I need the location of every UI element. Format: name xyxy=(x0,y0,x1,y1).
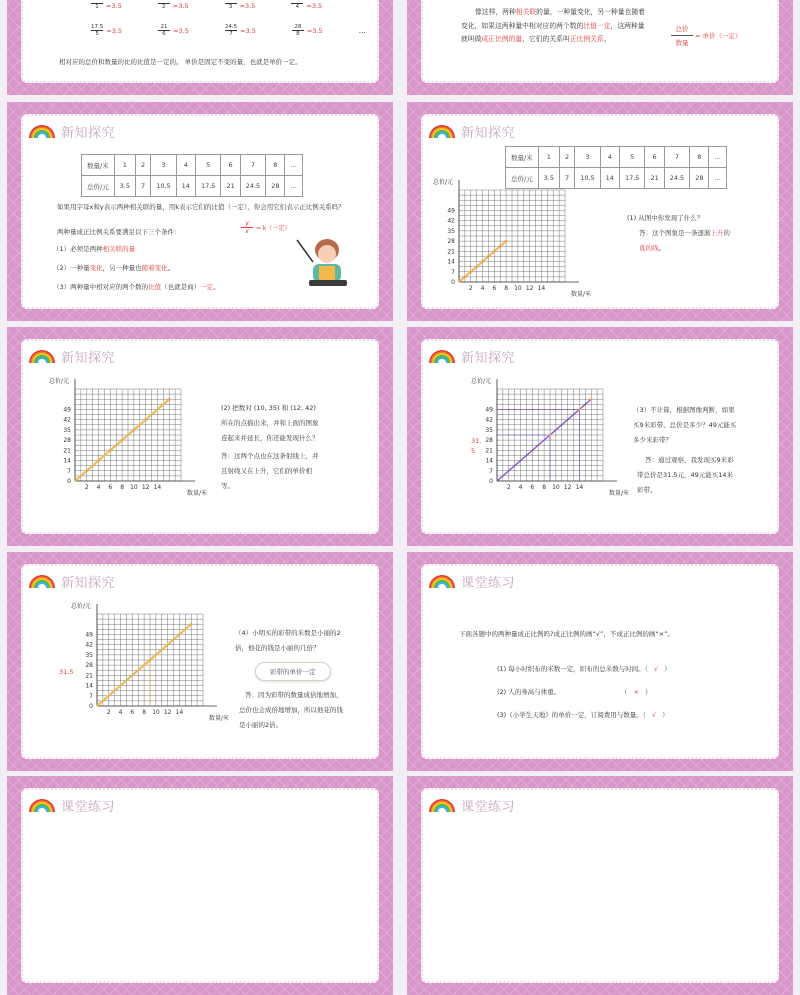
answer-mark: √ xyxy=(654,665,659,673)
fraction: 21 6 =3.5 xyxy=(158,24,189,37)
slide-header xyxy=(429,796,515,815)
rainbow-icon xyxy=(29,799,55,812)
slide-thumbnail-3[interactable] xyxy=(7,102,393,321)
svg-text:8: 8 xyxy=(120,484,125,491)
text-segment: 的量，一种量变化，另一种量也随着变化，如果这两种量中相对应的两个数的 xyxy=(461,8,645,30)
slide-header xyxy=(29,347,115,366)
answer-mark: √ xyxy=(651,711,657,719)
svg-text:7: 7 xyxy=(89,692,93,700)
table-cell: 数量/米 xyxy=(82,155,115,176)
table-cell: … xyxy=(709,168,727,189)
formula-rhs: = 单价（一定） xyxy=(695,32,742,40)
slide-thumbnail-7[interactable] xyxy=(7,552,393,771)
slide-thumbnail-2[interactable] xyxy=(407,0,793,95)
table-cell: 24.5 xyxy=(664,168,689,189)
fraction: 1 =3.5 xyxy=(91,2,122,10)
svg-text:总价/元: 总价/元 xyxy=(71,603,92,610)
table-cell: 10.5 xyxy=(151,176,176,197)
svg-text:6: 6 xyxy=(492,285,497,292)
exercise-item: (3)《小学生天地》的单价一定，订阅费用与数量。（ √ ） xyxy=(497,711,669,719)
text-segment: （1）必须是两种 xyxy=(53,245,103,253)
hint-pill[interactable]: 彩带的单价一定 xyxy=(255,662,331,681)
svg-text:数量/米: 数量/米 xyxy=(571,291,592,298)
slide-card xyxy=(421,788,779,983)
table-cell: 1 xyxy=(114,155,135,176)
table-cell: 7 xyxy=(136,176,151,197)
slide-header xyxy=(429,347,515,366)
table-cell: 14 xyxy=(600,168,619,189)
line-chart xyxy=(45,378,225,515)
question-text: (2) 把数对 (10, 35) 和 (12, 42) 所在的点描出来，并和上面的图象连起来并延长，你还能发现什么？ xyxy=(221,404,319,442)
table-cell: … xyxy=(285,176,303,197)
slide-title: 新知探究 xyxy=(461,351,516,366)
svg-text:49: 49 xyxy=(485,406,493,414)
condition-item xyxy=(53,259,273,278)
table-cell: 2 xyxy=(560,147,575,168)
table-cell: 3 xyxy=(151,155,176,176)
svg-text:数量/米: 数量/米 xyxy=(209,715,230,722)
answer-text xyxy=(639,226,735,256)
exercise-instructions: 下面各题中的两种量成正比例吗?成正比例的画“√”，不成正比例的画“×”。 xyxy=(459,630,675,638)
fraction: 3 =3.5 xyxy=(225,2,256,10)
table-cell: 24.5 xyxy=(240,176,265,197)
text-segment: 。 xyxy=(603,35,611,43)
svg-text:28: 28 xyxy=(85,662,93,670)
table-cell: 7 xyxy=(664,147,689,168)
table-row xyxy=(82,176,303,197)
table-cell: 3 xyxy=(575,147,600,168)
fraction-row xyxy=(91,2,351,10)
question-text: （4）小明买的彩带的米数是小丽的2倍，他花的钱是小丽的几倍？ xyxy=(235,629,341,652)
svg-text:14: 14 xyxy=(447,258,455,266)
table-cell: 数量/米 xyxy=(506,147,539,168)
svg-text:14: 14 xyxy=(537,285,546,292)
condition-item xyxy=(53,240,273,259)
table-cell: 6 xyxy=(645,147,664,168)
svg-text:总价/元: 总价/元 xyxy=(49,378,70,385)
text-segment: （2）一种量 xyxy=(53,264,90,272)
slide-card xyxy=(21,788,379,983)
svg-text:7: 7 xyxy=(67,467,71,475)
condition-item xyxy=(53,278,273,297)
svg-text:21: 21 xyxy=(485,447,493,455)
text-segment: 。 xyxy=(658,244,665,252)
text-segment: （3）两种量中相对应的两个数的 xyxy=(53,283,149,291)
text-segment: （也就是商） xyxy=(161,283,201,291)
rainbow-icon xyxy=(429,125,455,138)
rainbow-icon xyxy=(29,350,55,363)
svg-text:0: 0 xyxy=(67,478,71,485)
table-cell: 6 xyxy=(221,155,240,176)
rainbow-icon xyxy=(429,575,455,588)
answer-text: 答：这两个点也在这条射线上，并且射线又在上升，它们的单价相等。 xyxy=(221,452,319,490)
table-cell: … xyxy=(285,155,303,176)
svg-text:12: 12 xyxy=(563,484,572,491)
table-row xyxy=(82,155,303,176)
conclusion-text: 相对应的总价和数量的比的比值是一定的。 单价是固定不变的量，也就是单价一定。 xyxy=(59,58,302,66)
svg-text:7: 7 xyxy=(451,268,455,276)
highlight-text: 相关联的量 xyxy=(102,245,136,253)
slide-header xyxy=(29,122,115,141)
svg-text:2: 2 xyxy=(84,484,89,491)
svg-text:10: 10 xyxy=(130,484,138,491)
rainbow-icon xyxy=(29,575,55,588)
fraction-row: 17.5 5 =3.5 21 6 =3.5 24.5 7 =3.5 28 8 =3.5 … xyxy=(91,24,366,37)
text-segment: ，另一种量也 xyxy=(102,264,142,272)
slide-card xyxy=(21,0,379,83)
table-cell: 8 xyxy=(266,155,285,176)
slide-card xyxy=(421,0,779,83)
svg-text:数量/米: 数量/米 xyxy=(609,490,630,497)
fraction: 28 8 =3.5 xyxy=(292,24,323,37)
slide-title: 新知探究 xyxy=(61,351,116,366)
svg-text:10: 10 xyxy=(552,484,560,491)
xy-formula xyxy=(241,220,290,235)
slide-header xyxy=(429,122,515,141)
table-row xyxy=(506,168,727,189)
rainbow-icon xyxy=(429,350,455,363)
table-cell: 8 xyxy=(690,147,709,168)
text-segment: 。 xyxy=(213,283,220,291)
highlight-text: 比值 xyxy=(148,283,162,291)
table-cell: 7 xyxy=(560,168,575,189)
fraction: 2 =3.5 xyxy=(158,2,189,10)
table-cell: 28 xyxy=(690,168,709,189)
table-cell: 5 xyxy=(619,147,644,168)
svg-text:14: 14 xyxy=(153,484,162,491)
slide-card xyxy=(21,339,379,534)
svg-text:14: 14 xyxy=(575,484,584,491)
table-cell: 7 xyxy=(240,155,265,176)
unit-price-formula xyxy=(671,24,742,47)
table-cell: 总价/元 xyxy=(82,176,115,197)
svg-text:28: 28 xyxy=(447,238,455,246)
fraction-rows xyxy=(91,2,366,51)
formula-rhs: = k（一定） xyxy=(256,225,291,232)
table-cell: 21 xyxy=(645,168,664,189)
line-chart xyxy=(429,179,609,316)
svg-text:21: 21 xyxy=(447,248,455,256)
highlight-text: 上升 xyxy=(710,229,724,237)
svg-text:6: 6 xyxy=(130,709,135,716)
conditions-lead: 两种量成正比例关系要满足以下三个条件： xyxy=(57,228,181,236)
table-cell: 3.5 xyxy=(114,176,135,197)
fraction: 4 =3.5 xyxy=(291,2,322,10)
definition-paragraph xyxy=(461,6,651,47)
slide-title: 新知探究 xyxy=(61,576,116,591)
table-cell: … xyxy=(709,147,727,168)
svg-text:10: 10 xyxy=(514,285,522,292)
table-cell: 17.5 xyxy=(195,176,220,197)
svg-text:42: 42 xyxy=(447,217,455,225)
svg-text:35: 35 xyxy=(63,426,71,434)
svg-text:28: 28 xyxy=(63,437,71,445)
svg-text:4: 4 xyxy=(480,285,485,292)
svg-text:4: 4 xyxy=(96,484,101,491)
svg-text:12: 12 xyxy=(163,709,172,716)
svg-text:49: 49 xyxy=(63,406,71,414)
slide-thumbnail-5[interactable] xyxy=(7,327,393,546)
svg-text:12: 12 xyxy=(141,484,150,491)
question-text: （3）不计算，根据图像判断，如果买9米彩带，总价是多少？49元能买多少米彩带？ xyxy=(633,406,737,444)
table-cell: 2 xyxy=(136,155,151,176)
formula-numerator: 总价 xyxy=(675,25,689,33)
svg-text:4: 4 xyxy=(518,484,523,491)
text-segment: 像这样，两种 xyxy=(475,8,516,16)
slide-header xyxy=(29,572,115,591)
exercise-item: (1) 每小时织布的米数一定，织布的总米数与时间。（ √ ） xyxy=(497,665,671,673)
svg-text:12: 12 xyxy=(525,285,534,292)
svg-text:28: 28 xyxy=(485,437,493,445)
text-segment: 。 xyxy=(167,264,175,272)
svg-text:总价/元: 总价/元 xyxy=(471,378,492,385)
svg-text:35: 35 xyxy=(447,227,455,235)
svg-text:8: 8 xyxy=(504,285,509,292)
svg-text:21: 21 xyxy=(85,672,93,680)
highlight-text: 成正比例的量 xyxy=(481,35,523,43)
slide-header xyxy=(429,572,515,591)
svg-text:0: 0 xyxy=(489,478,493,485)
svg-text:2: 2 xyxy=(468,285,473,292)
rainbow-icon xyxy=(429,799,455,812)
table-cell: 4 xyxy=(176,155,195,176)
data-table xyxy=(81,154,303,197)
slide-thumbnail-4[interactable] xyxy=(407,102,793,321)
slide-thumbnail-1[interactable] xyxy=(7,0,393,95)
slide-card xyxy=(421,339,779,534)
text-segment: ，这两种量就叫做 xyxy=(461,21,645,43)
answer-text: 答：因为彩带的数量成倍地增加，总价也会成倍地增加，所以他花的钱是小丽的2倍。 xyxy=(239,691,343,729)
slide-card xyxy=(21,114,379,309)
svg-text:7: 7 xyxy=(489,467,493,475)
formula-numerator: y xyxy=(245,220,249,227)
table-cell: 21 xyxy=(221,176,240,197)
svg-text:8: 8 xyxy=(542,484,547,491)
line-chart xyxy=(67,603,247,740)
svg-text:6: 6 xyxy=(530,484,535,491)
svg-text:4: 4 xyxy=(118,709,123,716)
svg-text:49: 49 xyxy=(85,631,93,639)
slide-title: 新知探究 xyxy=(61,126,116,141)
highlight-text: 正比例关系 xyxy=(569,35,604,43)
formula-denominator: 数量 xyxy=(675,39,689,47)
table-cell: 总价/元 xyxy=(506,168,539,189)
text-segment: 答：这个图象是一条逐渐 xyxy=(639,229,711,237)
svg-text:10: 10 xyxy=(152,709,160,716)
svg-text:35: 35 xyxy=(485,426,493,434)
answer-text: 答：通过观察，我发现买9米彩带总价是31.5元，49元能买14米彩带。 xyxy=(637,456,734,494)
question-text: 如果用字母x和y表示两种相关联的量，用k表示它们的比值（一定），你会用它们表示正比例关系吗？ xyxy=(57,203,345,211)
svg-text:14: 14 xyxy=(63,457,71,465)
slide-thumbnail-10[interactable] xyxy=(407,776,793,995)
formula-denominator: x xyxy=(245,228,249,235)
svg-text:6: 6 xyxy=(108,484,113,491)
slide-title: 课堂练习 xyxy=(461,800,516,815)
conditions-list xyxy=(53,240,273,297)
svg-text:42: 42 xyxy=(485,416,493,424)
slide-card xyxy=(421,564,779,759)
highlight-text: 直的线 xyxy=(639,244,659,252)
highlight-text: 相关联 xyxy=(515,8,537,16)
exercise-item: (2) 人的身高与体重。 （ × ） xyxy=(497,688,652,696)
svg-text:14: 14 xyxy=(485,457,493,465)
table-cell: 5 xyxy=(195,155,220,176)
slide-thumbnail-6[interactable] xyxy=(407,327,793,546)
table-cell: 4 xyxy=(600,147,619,168)
highlight-text: 随着变化 xyxy=(141,264,168,272)
svg-text:2: 2 xyxy=(506,484,511,491)
highlight-text: 变化 xyxy=(89,264,103,272)
y-annotation-label: 31.5 xyxy=(471,437,482,455)
svg-text:数量/米: 数量/米 xyxy=(187,490,208,497)
svg-text:14: 14 xyxy=(175,709,184,716)
exercise-list xyxy=(497,658,697,727)
slide-thumbnail-9[interactable] xyxy=(7,776,393,995)
svg-text:0: 0 xyxy=(451,279,455,286)
answer-mark: × xyxy=(633,688,639,696)
table-cell: 10.5 xyxy=(575,168,600,189)
svg-text:8: 8 xyxy=(142,709,147,716)
svg-text:42: 42 xyxy=(63,416,71,424)
svg-text:49: 49 xyxy=(447,207,455,215)
data-table xyxy=(505,146,727,189)
teacher-illustration xyxy=(291,232,351,292)
line-chart xyxy=(467,378,647,515)
y-annotation-label: 31.5 xyxy=(59,668,74,676)
svg-text:21: 21 xyxy=(63,447,71,455)
svg-text:2: 2 xyxy=(106,709,111,716)
slide-thumbnail-8[interactable] xyxy=(407,552,793,771)
table-cell: 3.5 xyxy=(538,168,559,189)
svg-text:14: 14 xyxy=(85,682,93,690)
table-cell: 28 xyxy=(266,176,285,197)
question-text: (1) 从图中你发现了什么？ xyxy=(627,214,704,222)
slide-title: 课堂练习 xyxy=(461,576,516,591)
highlight-text: 比值一定 xyxy=(583,21,611,30)
table-cell: 17.5 xyxy=(619,168,644,189)
table-row xyxy=(506,147,727,168)
fraction: 17.5 5 =3.5 xyxy=(91,24,123,37)
slide-title: 课堂练习 xyxy=(61,800,116,815)
slide-header xyxy=(29,796,115,815)
highlight-text: 一定 xyxy=(200,283,214,291)
rainbow-icon xyxy=(29,125,55,138)
svg-text:35: 35 xyxy=(85,651,93,659)
text-segment: 的 xyxy=(723,229,730,237)
table-cell: 14 xyxy=(176,176,195,197)
fraction: 24.5 7 =3.5 xyxy=(224,24,256,37)
svg-text:42: 42 xyxy=(85,641,93,649)
slide-card xyxy=(421,114,779,309)
svg-text:总价/元: 总价/元 xyxy=(433,179,454,186)
svg-text:0: 0 xyxy=(89,703,93,710)
text-segment: ，它们的关系叫 xyxy=(522,35,570,43)
slide-card xyxy=(21,564,379,759)
table-cell: 1 xyxy=(538,147,559,168)
slide-title: 新知探究 xyxy=(461,126,516,141)
